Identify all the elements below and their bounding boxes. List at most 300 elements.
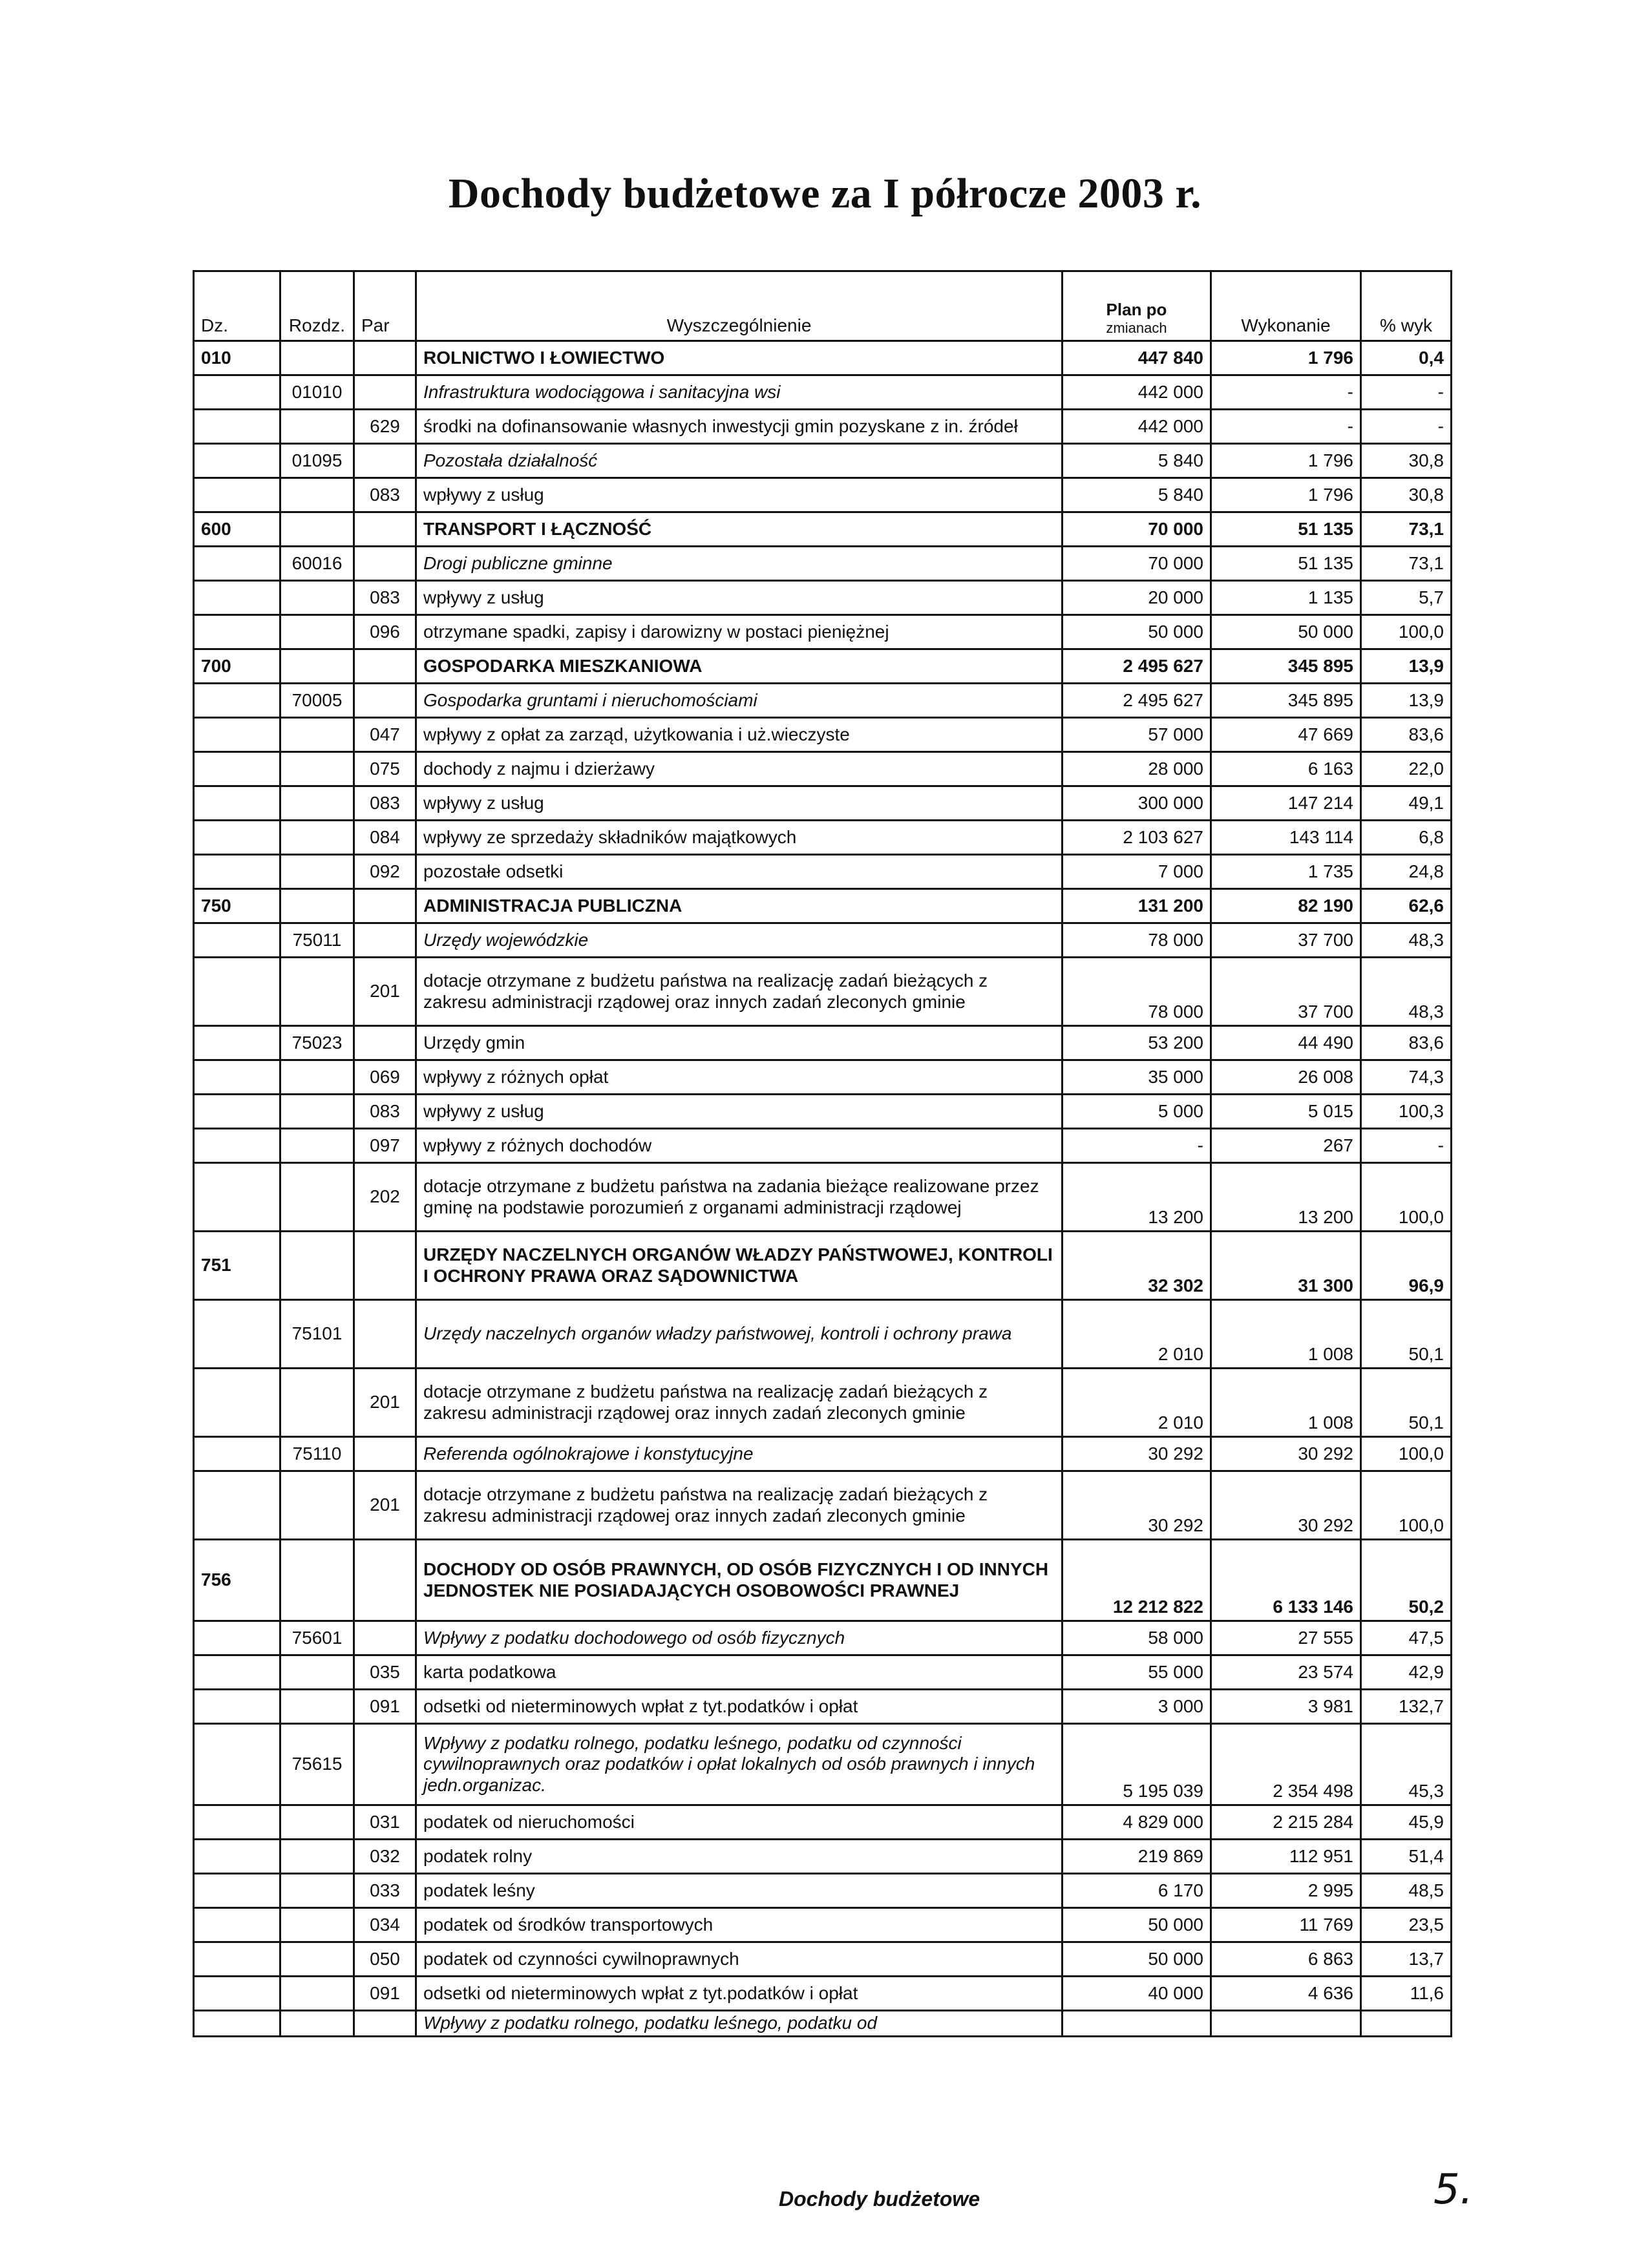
cell-wykonanie: 23 574: [1211, 1655, 1361, 1690]
table-row: [194, 1437, 1452, 1471]
table-row: [194, 718, 1452, 752]
table-row: [194, 1908, 1452, 1942]
cell-rozdz: [280, 1942, 354, 1977]
cell-percent: 50,2: [1361, 1540, 1452, 1621]
cell-description: środki na dofinansowanie własnych inwestycji gmin pozyskane z in. źródeł: [416, 410, 1063, 444]
cell-dz: [194, 786, 280, 821]
cell-wykonanie: 13 200: [1211, 1163, 1361, 1232]
cell-description: podatek od czynności cywilnoprawnych: [416, 1942, 1063, 1977]
cell-plan: 28 000: [1063, 752, 1211, 786]
cell-dz: [194, 478, 280, 512]
cell-rozdz: [280, 649, 354, 684]
cell-dz: [194, 2011, 280, 2037]
cell-dz: [194, 855, 280, 889]
cell-wykonanie: 2 215 284: [1211, 1805, 1361, 1840]
cell-description: dochody z najmu i dzierżawy: [416, 752, 1063, 786]
table-row: [194, 1724, 1452, 1805]
cell-dz: [194, 375, 280, 410]
cell-rozdz: [280, 512, 354, 547]
cell-par: 083: [354, 581, 416, 615]
cell-par: [354, 923, 416, 958]
table-row: [194, 615, 1452, 649]
col-header-rozdz: Rozdz.: [280, 271, 354, 341]
cell-plan: 5 000: [1063, 1095, 1211, 1129]
cell-wykonanie: 30 292: [1211, 1437, 1361, 1471]
cell-dz: [194, 1129, 280, 1163]
table-row: [194, 375, 1452, 410]
cell-par: [354, 684, 416, 718]
cell-dz: [194, 1805, 280, 1840]
cell-par: [354, 889, 416, 923]
table-row: [194, 444, 1452, 478]
cell-rozdz: [280, 1805, 354, 1840]
cell-wykonanie: 44 490: [1211, 1026, 1361, 1060]
cell-wykonanie: 11 769: [1211, 1908, 1361, 1942]
cell-dz: [194, 1690, 280, 1724]
cell-description: odsetki od nieterminowych wpłat z tyt.podatków i opłat: [416, 1977, 1063, 2011]
cell-rozdz: 75110: [280, 1437, 354, 1471]
cell-percent: [1361, 2011, 1452, 2037]
cell-par: 096: [354, 615, 416, 649]
cell-wykonanie: 345 895: [1211, 649, 1361, 684]
cell-description: GOSPODARKA MIESZKANIOWA: [416, 649, 1063, 684]
cell-percent: 50,1: [1361, 1369, 1452, 1437]
cell-dz: 010: [194, 341, 280, 375]
table-row: [194, 478, 1452, 512]
cell-par: 047: [354, 718, 416, 752]
cell-description: Urzędy wojewódzkie: [416, 923, 1063, 958]
cell-description: Wpływy z podatku dochodowego od osób fizycznych: [416, 1621, 1063, 1655]
cell-rozdz: 01010: [280, 375, 354, 410]
cell-percent: 48,3: [1361, 958, 1452, 1026]
col-header-wykonanie: Wykonanie: [1211, 271, 1361, 341]
cell-rozdz: [280, 1908, 354, 1942]
cell-par: 035: [354, 1655, 416, 1690]
cell-dz: [194, 958, 280, 1026]
cell-rozdz: 75011: [280, 923, 354, 958]
cell-rozdz: [280, 478, 354, 512]
cell-dz: [194, 1942, 280, 1977]
table-row: [194, 752, 1452, 786]
cell-percent: 73,1: [1361, 512, 1452, 547]
table-row: [194, 1977, 1452, 2011]
cell-par: 084: [354, 821, 416, 855]
cell-description: Infrastruktura wodociągowa i sanitacyjna wsi: [416, 375, 1063, 410]
cell-plan: 5 195 039: [1063, 1724, 1211, 1805]
cell-rozdz: [280, 889, 354, 923]
cell-rozdz: [280, 1232, 354, 1300]
cell-wykonanie: 345 895: [1211, 684, 1361, 718]
col-header-plan: [1063, 271, 1211, 341]
cell-plan: 13 200: [1063, 1163, 1211, 1232]
cell-par: [354, 1026, 416, 1060]
cell-rozdz: [280, 615, 354, 649]
table-body: [194, 341, 1452, 2037]
cell-wykonanie: 6 133 146: [1211, 1540, 1361, 1621]
cell-percent: 42,9: [1361, 1655, 1452, 1690]
cell-plan: 32 302: [1063, 1232, 1211, 1300]
cell-wykonanie: 267: [1211, 1129, 1361, 1163]
cell-plan: 5 840: [1063, 444, 1211, 478]
cell-description: ADMINISTRACJA PUBLICZNA: [416, 889, 1063, 923]
cell-wykonanie: 1 735: [1211, 855, 1361, 889]
cell-dz: 600: [194, 512, 280, 547]
cell-wykonanie: 27 555: [1211, 1621, 1361, 1655]
cell-percent: 51,4: [1361, 1840, 1452, 1874]
table-row: [194, 1369, 1452, 1437]
table-row: [194, 1300, 1452, 1369]
cell-description: podatek rolny: [416, 1840, 1063, 1874]
cell-par: [354, 512, 416, 547]
cell-dz: [194, 1300, 280, 1369]
cell-percent: 6,8: [1361, 821, 1452, 855]
table-row: [194, 1471, 1452, 1540]
cell-description: pozostałe odsetki: [416, 855, 1063, 889]
cell-plan: 30 292: [1063, 1437, 1211, 1471]
cell-dz: [194, 1655, 280, 1690]
cell-description: podatek od nieruchomości: [416, 1805, 1063, 1840]
cell-wykonanie: 1 008: [1211, 1369, 1361, 1437]
cell-par: 091: [354, 1977, 416, 2011]
col-header-par: Par: [354, 271, 416, 341]
cell-dz: [194, 1060, 280, 1095]
cell-dz: [194, 615, 280, 649]
budget-table: [193, 270, 1452, 2037]
table-row: [194, 1163, 1452, 1232]
cell-dz: [194, 1026, 280, 1060]
cell-par: 083: [354, 786, 416, 821]
cell-rozdz: [280, 855, 354, 889]
table-row: [194, 410, 1452, 444]
cell-percent: 100,0: [1361, 615, 1452, 649]
cell-description: wpływy z usług: [416, 1095, 1063, 1129]
cell-percent: 5,7: [1361, 581, 1452, 615]
table-row: [194, 341, 1452, 375]
cell-description: wpływy z usług: [416, 786, 1063, 821]
cell-plan: 2 103 627: [1063, 821, 1211, 855]
cell-rozdz: 60016: [280, 547, 354, 581]
cell-dz: [194, 1874, 280, 1908]
cell-rozdz: 75601: [280, 1621, 354, 1655]
cell-par: 202: [354, 1163, 416, 1232]
table-row: [194, 2011, 1452, 2037]
cell-plan: 300 000: [1063, 786, 1211, 821]
cell-par: 083: [354, 1095, 416, 1129]
cell-percent: 30,8: [1361, 444, 1452, 478]
cell-par: [354, 444, 416, 478]
cell-par: [354, 649, 416, 684]
cell-dz: [194, 821, 280, 855]
table-row: [194, 547, 1452, 581]
cell-wykonanie: 3 981: [1211, 1690, 1361, 1724]
cell-par: 201: [354, 1369, 416, 1437]
cell-rozdz: [280, 1369, 354, 1437]
cell-par: [354, 2011, 416, 2037]
cell-plan: 78 000: [1063, 958, 1211, 1026]
cell-description: Drogi publiczne gminne: [416, 547, 1063, 581]
cell-dz: [194, 547, 280, 581]
cell-wykonanie: 5 015: [1211, 1095, 1361, 1129]
cell-dz: [194, 1163, 280, 1232]
cell-wykonanie: -: [1211, 410, 1361, 444]
cell-plan: 447 840: [1063, 341, 1211, 375]
cell-par: 092: [354, 855, 416, 889]
table-row: [194, 1540, 1452, 1621]
col-header-plan-top: Plan po: [1106, 299, 1167, 319]
cell-wykonanie: 47 669: [1211, 718, 1361, 752]
cell-rozdz: 75615: [280, 1724, 354, 1805]
cell-wykonanie: 2 354 498: [1211, 1724, 1361, 1805]
cell-description: DOCHODY OD OSÓB PRAWNYCH, OD OSÓB FIZYCZNYCH I OD INNYCH JEDNOSTEK NIE POSIADAJĄCYCH OSOBOWOŚCI PRAWNEJ: [416, 1540, 1063, 1621]
cell-plan: 57 000: [1063, 718, 1211, 752]
cell-rozdz: [280, 1060, 354, 1095]
cell-rozdz: [280, 958, 354, 1026]
cell-par: [354, 1724, 416, 1805]
cell-par: 069: [354, 1060, 416, 1095]
cell-plan: 70 000: [1063, 512, 1211, 547]
cell-par: 097: [354, 1129, 416, 1163]
cell-percent: 45,9: [1361, 1805, 1452, 1840]
cell-description: wpływy z usług: [416, 581, 1063, 615]
cell-par: [354, 341, 416, 375]
cell-wykonanie: 30 292: [1211, 1471, 1361, 1540]
cell-par: 050: [354, 1942, 416, 1977]
table-row: [194, 1026, 1452, 1060]
table-row: [194, 1095, 1452, 1129]
cell-rozdz: [280, 1690, 354, 1724]
cell-percent: 100,0: [1361, 1163, 1452, 1232]
cell-percent: 73,1: [1361, 547, 1452, 581]
cell-dz: [194, 718, 280, 752]
cell-plan: 12 212 822: [1063, 1540, 1211, 1621]
cell-plan: 50 000: [1063, 1942, 1211, 1977]
cell-plan: 50 000: [1063, 615, 1211, 649]
cell-rozdz: [280, 1163, 354, 1232]
table-row: [194, 1060, 1452, 1095]
cell-description: ROLNICTWO I ŁOWIECTWO: [416, 341, 1063, 375]
cell-par: 034: [354, 1908, 416, 1942]
cell-plan: 4 829 000: [1063, 1805, 1211, 1840]
cell-plan: 442 000: [1063, 410, 1211, 444]
table-row: [194, 1232, 1452, 1300]
cell-rozdz: [280, 1977, 354, 2011]
table-row: [194, 958, 1452, 1026]
cell-par: 091: [354, 1690, 416, 1724]
table-row: [194, 512, 1452, 547]
table-row: [194, 1840, 1452, 1874]
table-row: [194, 1874, 1452, 1908]
cell-rozdz: 01095: [280, 444, 354, 478]
cell-percent: 49,1: [1361, 786, 1452, 821]
cell-rozdz: [280, 410, 354, 444]
cell-plan: 58 000: [1063, 1621, 1211, 1655]
cell-par: 201: [354, 1471, 416, 1540]
cell-percent: -: [1361, 410, 1452, 444]
cell-dz: [194, 1095, 280, 1129]
table-row: [194, 649, 1452, 684]
cell-plan: 5 840: [1063, 478, 1211, 512]
table-row: [194, 1690, 1452, 1724]
cell-description: Wpływy z podatku rolnego, podatku leśnego, podatku od: [416, 2011, 1063, 2037]
table-row: [194, 889, 1452, 923]
cell-percent: 0,4: [1361, 341, 1452, 375]
cell-description: Referenda ogólnokrajowe i konstytucyjne: [416, 1437, 1063, 1471]
cell-description: wpływy ze sprzedaży składników majątkowych: [416, 821, 1063, 855]
cell-dz: [194, 1840, 280, 1874]
cell-percent: 83,6: [1361, 718, 1452, 752]
cell-percent: 47,5: [1361, 1621, 1452, 1655]
cell-percent: 100,0: [1361, 1437, 1452, 1471]
cell-par: [354, 375, 416, 410]
table-row: [194, 581, 1452, 615]
cell-percent: 45,3: [1361, 1724, 1452, 1805]
cell-description: wpływy z różnych opłat: [416, 1060, 1063, 1095]
cell-wykonanie: 112 951: [1211, 1840, 1361, 1874]
cell-par: 032: [354, 1840, 416, 1874]
cell-description: URZĘDY NACZELNYCH ORGANÓW WŁADZY PAŃSTWOWEJ, KONTROLI I OCHRONY PRAWA ORAZ SĄDOWNICTWA: [416, 1232, 1063, 1300]
cell-percent: 48,3: [1361, 923, 1452, 958]
cell-plan: [1063, 2011, 1211, 2037]
cell-rozdz: [280, 581, 354, 615]
cell-rozdz: [280, 1471, 354, 1540]
cell-description: TRANSPORT I ŁĄCZNOŚĆ: [416, 512, 1063, 547]
cell-rozdz: [280, 1540, 354, 1621]
cell-plan: 40 000: [1063, 1977, 1211, 2011]
cell-percent: 83,6: [1361, 1026, 1452, 1060]
cell-plan: 442 000: [1063, 375, 1211, 410]
cell-plan: 131 200: [1063, 889, 1211, 923]
cell-wykonanie: 1 796: [1211, 444, 1361, 478]
cell-percent: 62,6: [1361, 889, 1452, 923]
cell-plan: 70 000: [1063, 547, 1211, 581]
table-row: [194, 1129, 1452, 1163]
cell-plan: 3 000: [1063, 1690, 1211, 1724]
cell-percent: 100,0: [1361, 1471, 1452, 1540]
cell-plan: 30 292: [1063, 1471, 1211, 1540]
cell-wykonanie: 26 008: [1211, 1060, 1361, 1095]
cell-description: Wpływy z podatku rolnego, podatku leśnego, podatku od czynności cywilnoprawnych oraz podatków i opłat lokalnych od osób prawnych i innych jedn.organizac.: [416, 1724, 1063, 1805]
cell-wykonanie: 4 636: [1211, 1977, 1361, 2011]
table-row: [194, 786, 1452, 821]
cell-description: podatek leśny: [416, 1874, 1063, 1908]
cell-wykonanie: 1 135: [1211, 581, 1361, 615]
cell-dz: 750: [194, 889, 280, 923]
col-header-description: Wyszczególnienie: [416, 271, 1063, 341]
cell-par: [354, 1540, 416, 1621]
cell-wykonanie: 6 163: [1211, 752, 1361, 786]
cell-dz: 700: [194, 649, 280, 684]
cell-wykonanie: 37 700: [1211, 958, 1361, 1026]
cell-description: dotacje otrzymane z budżetu państwa na zadania bieżące realizowane przez gminę na podstawie porozumień z organami administracji rządowej: [416, 1163, 1063, 1232]
cell-dz: [194, 1471, 280, 1540]
page-title: Dochody budżetowe za I półrocze 2003 r.: [448, 170, 1202, 217]
cell-wykonanie: 51 135: [1211, 512, 1361, 547]
cell-dz: [194, 752, 280, 786]
cell-rozdz: [280, 1840, 354, 1874]
cell-plan: 219 869: [1063, 1840, 1211, 1874]
cell-dz: [194, 1437, 280, 1471]
table-row: [194, 1942, 1452, 1977]
cell-description: Urzędy naczelnych organów władzy państwowej, kontroli i ochrony prawa: [416, 1300, 1063, 1369]
cell-par: [354, 1300, 416, 1369]
cell-wykonanie: 6 863: [1211, 1942, 1361, 1977]
cell-wykonanie: 2 995: [1211, 1874, 1361, 1908]
cell-rozdz: [280, 1129, 354, 1163]
cell-wykonanie: 1 796: [1211, 341, 1361, 375]
cell-percent: 132,7: [1361, 1690, 1452, 1724]
table-row: [194, 855, 1452, 889]
cell-wykonanie: 147 214: [1211, 786, 1361, 821]
cell-wykonanie: -: [1211, 375, 1361, 410]
cell-percent: -: [1361, 1129, 1452, 1163]
cell-wykonanie: 1 008: [1211, 1300, 1361, 1369]
cell-description: Urzędy gmin: [416, 1026, 1063, 1060]
cell-plan: 2 495 627: [1063, 649, 1211, 684]
cell-plan: 78 000: [1063, 923, 1211, 958]
cell-wykonanie: 82 190: [1211, 889, 1361, 923]
cell-rozdz: [280, 341, 354, 375]
cell-rozdz: [280, 2011, 354, 2037]
cell-percent: 50,1: [1361, 1300, 1452, 1369]
cell-rozdz: [280, 786, 354, 821]
cell-dz: [194, 410, 280, 444]
table-row: [194, 923, 1452, 958]
cell-dz: [194, 581, 280, 615]
cell-percent: 13,7: [1361, 1942, 1452, 1977]
cell-plan: 2 010: [1063, 1300, 1211, 1369]
cell-par: 075: [354, 752, 416, 786]
cell-rozdz: [280, 1095, 354, 1129]
cell-par: 033: [354, 1874, 416, 1908]
cell-plan: 35 000: [1063, 1060, 1211, 1095]
table-row: [194, 821, 1452, 855]
cell-wykonanie: 51 135: [1211, 547, 1361, 581]
cell-dz: [194, 1724, 280, 1805]
cell-rozdz: [280, 1874, 354, 1908]
cell-percent: 11,6: [1361, 1977, 1452, 2011]
cell-plan: 55 000: [1063, 1655, 1211, 1690]
cell-wykonanie: 50 000: [1211, 615, 1361, 649]
cell-rozdz: [280, 1655, 354, 1690]
cell-dz: [194, 684, 280, 718]
cell-percent: 48,5: [1361, 1874, 1452, 1908]
cell-plan: 6 170: [1063, 1874, 1211, 1908]
cell-rozdz: [280, 718, 354, 752]
page-number: 5.: [1433, 2166, 1474, 2214]
cell-plan: 7 000: [1063, 855, 1211, 889]
cell-plan: 53 200: [1063, 1026, 1211, 1060]
cell-description: podatek od środków transportowych: [416, 1908, 1063, 1942]
cell-description: wpływy z opłat za zarząd, użytkowania i uż.wieczyste: [416, 718, 1063, 752]
cell-percent: 22,0: [1361, 752, 1452, 786]
cell-dz: [194, 1621, 280, 1655]
cell-percent: 13,9: [1361, 684, 1452, 718]
cell-wykonanie: 37 700: [1211, 923, 1361, 958]
cell-plan: 2 010: [1063, 1369, 1211, 1437]
cell-plan: 20 000: [1063, 581, 1211, 615]
table-row: [194, 1655, 1452, 1690]
cell-wykonanie: [1211, 2011, 1361, 2037]
cell-par: [354, 1437, 416, 1471]
cell-percent: 13,9: [1361, 649, 1452, 684]
cell-percent: 23,5: [1361, 1908, 1452, 1942]
cell-plan: 50 000: [1063, 1908, 1211, 1942]
cell-percent: 74,3: [1361, 1060, 1452, 1095]
cell-dz: 751: [194, 1232, 280, 1300]
table-row: [194, 684, 1452, 718]
cell-description: karta podatkowa: [416, 1655, 1063, 1690]
cell-description: wpływy z usług: [416, 478, 1063, 512]
